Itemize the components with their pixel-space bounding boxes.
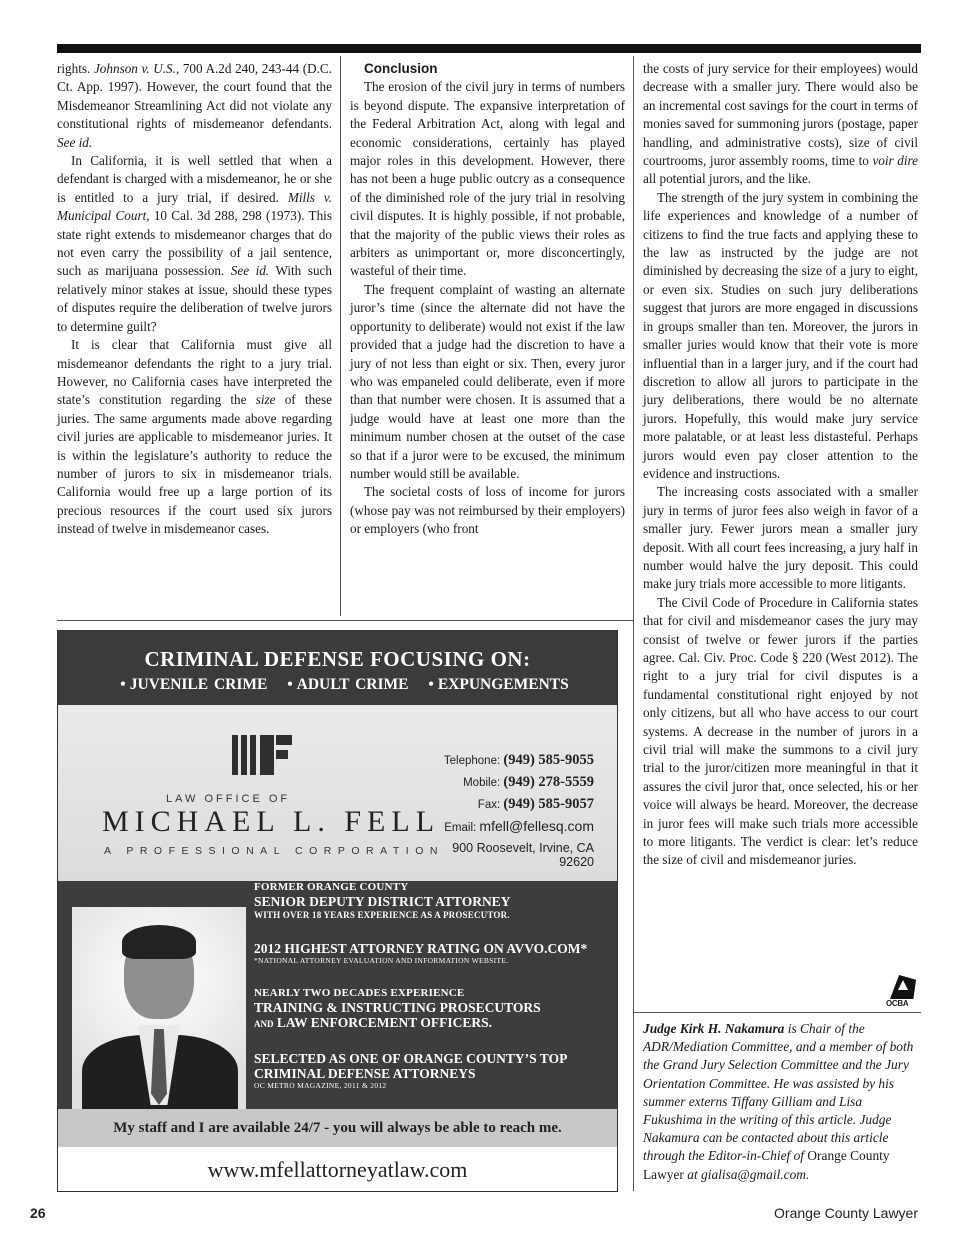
col1-paragraph-0: rights. Johnson v. U.S., 700 A.2d 240, 243-44 (D.C. Ct. App. 1997). However, the court found that the Misdemeanor Streamlining Act did not violate any constitutional rights of misdemeanor defendants. See id. xyxy=(57,61,332,150)
section-heading: Conclusion xyxy=(364,61,438,76)
ad-branding: LAW OFFICE OF MICHAEL L. FELL A PROFESSIONAL CORPORATION Telephone: (949) 585-9055 Mobile: (949) 278-5559 Fax: (949) 585-9057 Email: mfell@fellesq.com 900 Roosevelt, Irvine, CA 92620 xyxy=(58,705,617,881)
column-3 xyxy=(643,60,918,870)
column-2 xyxy=(350,60,625,539)
ad-website-link[interactable]: www.mfellattorneyatlaw.com xyxy=(58,1147,617,1192)
ad-credentials xyxy=(58,881,617,1109)
publication-name: Orange County Lawyer xyxy=(774,1205,918,1221)
case-citation: Mills v. Municipal Court xyxy=(57,189,333,224)
advertisement xyxy=(57,630,618,1192)
firm-name: MICHAEL L. FELL xyxy=(102,805,441,838)
ad-focus-list: • JUVENILE CRIME • ADULT CRIME • EXPUNGEMENTS xyxy=(120,676,569,693)
column-1 xyxy=(57,60,332,539)
ad-divider xyxy=(57,620,633,621)
phone-number: (949) 585-9055 xyxy=(503,752,594,768)
credential-3: NEARLY TWO DECADES EXPERIENCE TRAINING & INSTRUCTING PROSECUTORS AND LAW ENFORCEMENT OFFICERS. xyxy=(254,987,541,1030)
page-number: 26 xyxy=(30,1205,46,1221)
ad-title: CRIMINAL DEFENSE FOCUSING ON: xyxy=(144,647,531,671)
ad-contact-info: Telephone: (949) 585-9055 Mobile: (949) 278-5559 Fax: (949) 585-9057 Email: mfell@fellesq.com 900 Roosevelt, Irvine, CA 92620 xyxy=(418,750,594,869)
author-email: gialisa@gmail.com. xyxy=(701,1166,810,1182)
bio-divider xyxy=(633,1012,921,1013)
ad-address: 900 Roosevelt, Irvine, CA 92620 xyxy=(452,841,594,869)
fax-number: (949) 585-9057 xyxy=(503,796,594,812)
attorney-photo xyxy=(72,907,246,1109)
author-bio: Judge Kirk H. Nakamura is Chair of the ADR/Mediation Committee, and a member of both the Grand Jury Selection Committee and the Jury Orientation Committee. He was assisted by his summer externs Tiffany Gilliam and Lisa Fukushima in the writing of this article. Judge Nakamura can be contacted about this article through the Editor-in-Chief of Orange County Lawyer at gialisa@gmail.com. xyxy=(643,1021,914,1182)
col3-paragraph-3: The Civil Code of Procedure in California states that for civil and misdemeanor cases the jury may consist of twelve or fewer jurors if the parties agree. Cal. Civ. Proc. Code § 220 (West 2012). The right to a jury trial for civil disputes is a fundamental constitutional right enjoyed by not only citizens, but all who have access to our court systems. A decrease in the number of jurors in a civil trial will make the summons to a civil jury trial to the juror/citizen more meaningful in that it assures the civil juror that, once selected, his or her voice will always be heard. Moreover, the decrease in juror fees will make such trials more accessible to more litigants. The verdict is clear: let’s reduce the size of civil and misdemeanor juries. xyxy=(643,594,918,868)
mobile-number: (949) 278-5559 xyxy=(503,774,594,790)
col2-paragraph-1: The erosion of the civil jury in terms of numbers is beyond dispute. The expansive interpretation of the Federal Arbitration Act, along with legal and economic considerations, certainly has played major roles in this development. However, there has not been a huge public outcry as a consequence of the diminished role of the jury trial in resolving civil disputes. It is highly possible, if not probable, that the majority of the public views their roles as arbiters as unimportant or, more disconcertingly, wasteful of their time. xyxy=(350,79,625,279)
col2-paragraph-2: The frequent complaint of wasting an alternate juror’s time (since the alternate did not have the opportunity to deliberate) would not exist if the law provided that a judge had the discretion to have a jury of not less than eight or six. Then, every juror who was empaneled could deliberate, even if more than that number were chosen. It is assumed that a judge would have at least one more than the minimum number chosen at the outset of the case so that if a juror were to be excused, the minimum number would still be available. xyxy=(350,281,625,481)
col3-paragraph-0: the costs of jury service for their employees) would decrease with a smaller jury. There would also be an incremental cost savings for the court in terms of monies saved for summoning jurors (postage, paper handling, and administrative costs), size of civil courtrooms, juror assembly rooms, time to voir dire all potential jurors, and the like. xyxy=(643,61,918,187)
author-name: Judge Kirk H. Nakamura xyxy=(643,1021,785,1036)
credential-4: SELECTED AS ONE OF ORANGE COUNTY’S TOP CRIMINAL DEFENSE ATTORNEYS OC METRO MAGAZINE, 2011 & 2012 xyxy=(254,1051,567,1090)
credential-2: 2012 HIGHEST ATTORNEY RATING ON AVVO.COM* *NATIONAL ATTORNEY EVALUATION AND INFORMATION WEBSITE. xyxy=(254,941,588,965)
ad-tagline: My staff and I are available 24/7 - you will always be able to reach me. xyxy=(58,1109,617,1147)
col3-paragraph-2: The increasing costs associated with a smaller jury in terms of juror fees also weigh in favor of a smaller jury. Fewer jurors mean a smaller jury deposit. With all court fees increasing, a jury half in number would halve the jury deposit. This could make jury trials more accessible to more litigants. xyxy=(643,484,918,592)
law-firm-logo-icon xyxy=(232,735,292,775)
column-divider xyxy=(633,56,634,1191)
ad-email: mfell@fellesq.com xyxy=(479,818,594,834)
column-divider xyxy=(340,56,341,616)
col2-paragraph-3: The societal costs of loss of income for jurors (whose pay was not reimbursed by their employers) or employers (who front xyxy=(350,484,625,537)
credential-1: FORMER ORANGE COUNTY SENIOR DEPUTY DISTRICT ATTORNEY WITH OVER 18 YEARS EXPERIENCE AS A PROSECUTOR. xyxy=(254,881,511,920)
ad-header xyxy=(58,631,617,705)
top-rule xyxy=(57,44,921,53)
case-citation: Johnson v. U.S. xyxy=(93,61,176,76)
col3-paragraph-1: The strength of the jury system in combining the life experiences and knowledge of a number of citizens to find the true facts and applying these to the law as instructed by the judge are not diminished by decreasing the size of a jury to eight, or even six. Studies on such jury deliberations suggest that jurors are more engaged in discussions in groups smaller than ten. Moreover, the jurors in smaller juries would know that their vote is more influential than in a larger jury, and if the court had discretion to allow all jurors to participate in the jury deliberations, there would be no alternate jurors. Hopefully, this would make jury service more palatable, or at least less distasteful. Perhaps jurors would even pay closer attention to the evidence and instructions. xyxy=(643,189,918,481)
col1-paragraph-2: It is clear that California must give all misdemeanor defendants the right to a jury trial. However, no California cases have interpreted the state’s constitution regarding the size of these juries. The same arguments made above regarding civil juries are applicable to misdemeanor juries. It is within the legislature’s authority to reduce the number of jurors to six in misdemeanor trials. California would free up a large portion of its precious resources if the court used six jurors instead of twelve in misdemeanor cases. xyxy=(57,337,332,537)
col1-paragraph-1: In California, it is well settled that when a defendant is charged with a misdemeanor, he or she is entitled to a jury trial, if desired. Mills v. Municipal Court, 10 Cal. 3d 288, 298 (1973). This state right extends to misdemeanor charges that do not even carry the possibility of a jail sentence, such as marijuana possession. See id. With such relatively minor stakes at issue, should these types of disputes require the deliberation of twelve jurors to determine guilt? xyxy=(57,153,333,334)
ocba-logo: OCBA xyxy=(886,975,918,1011)
